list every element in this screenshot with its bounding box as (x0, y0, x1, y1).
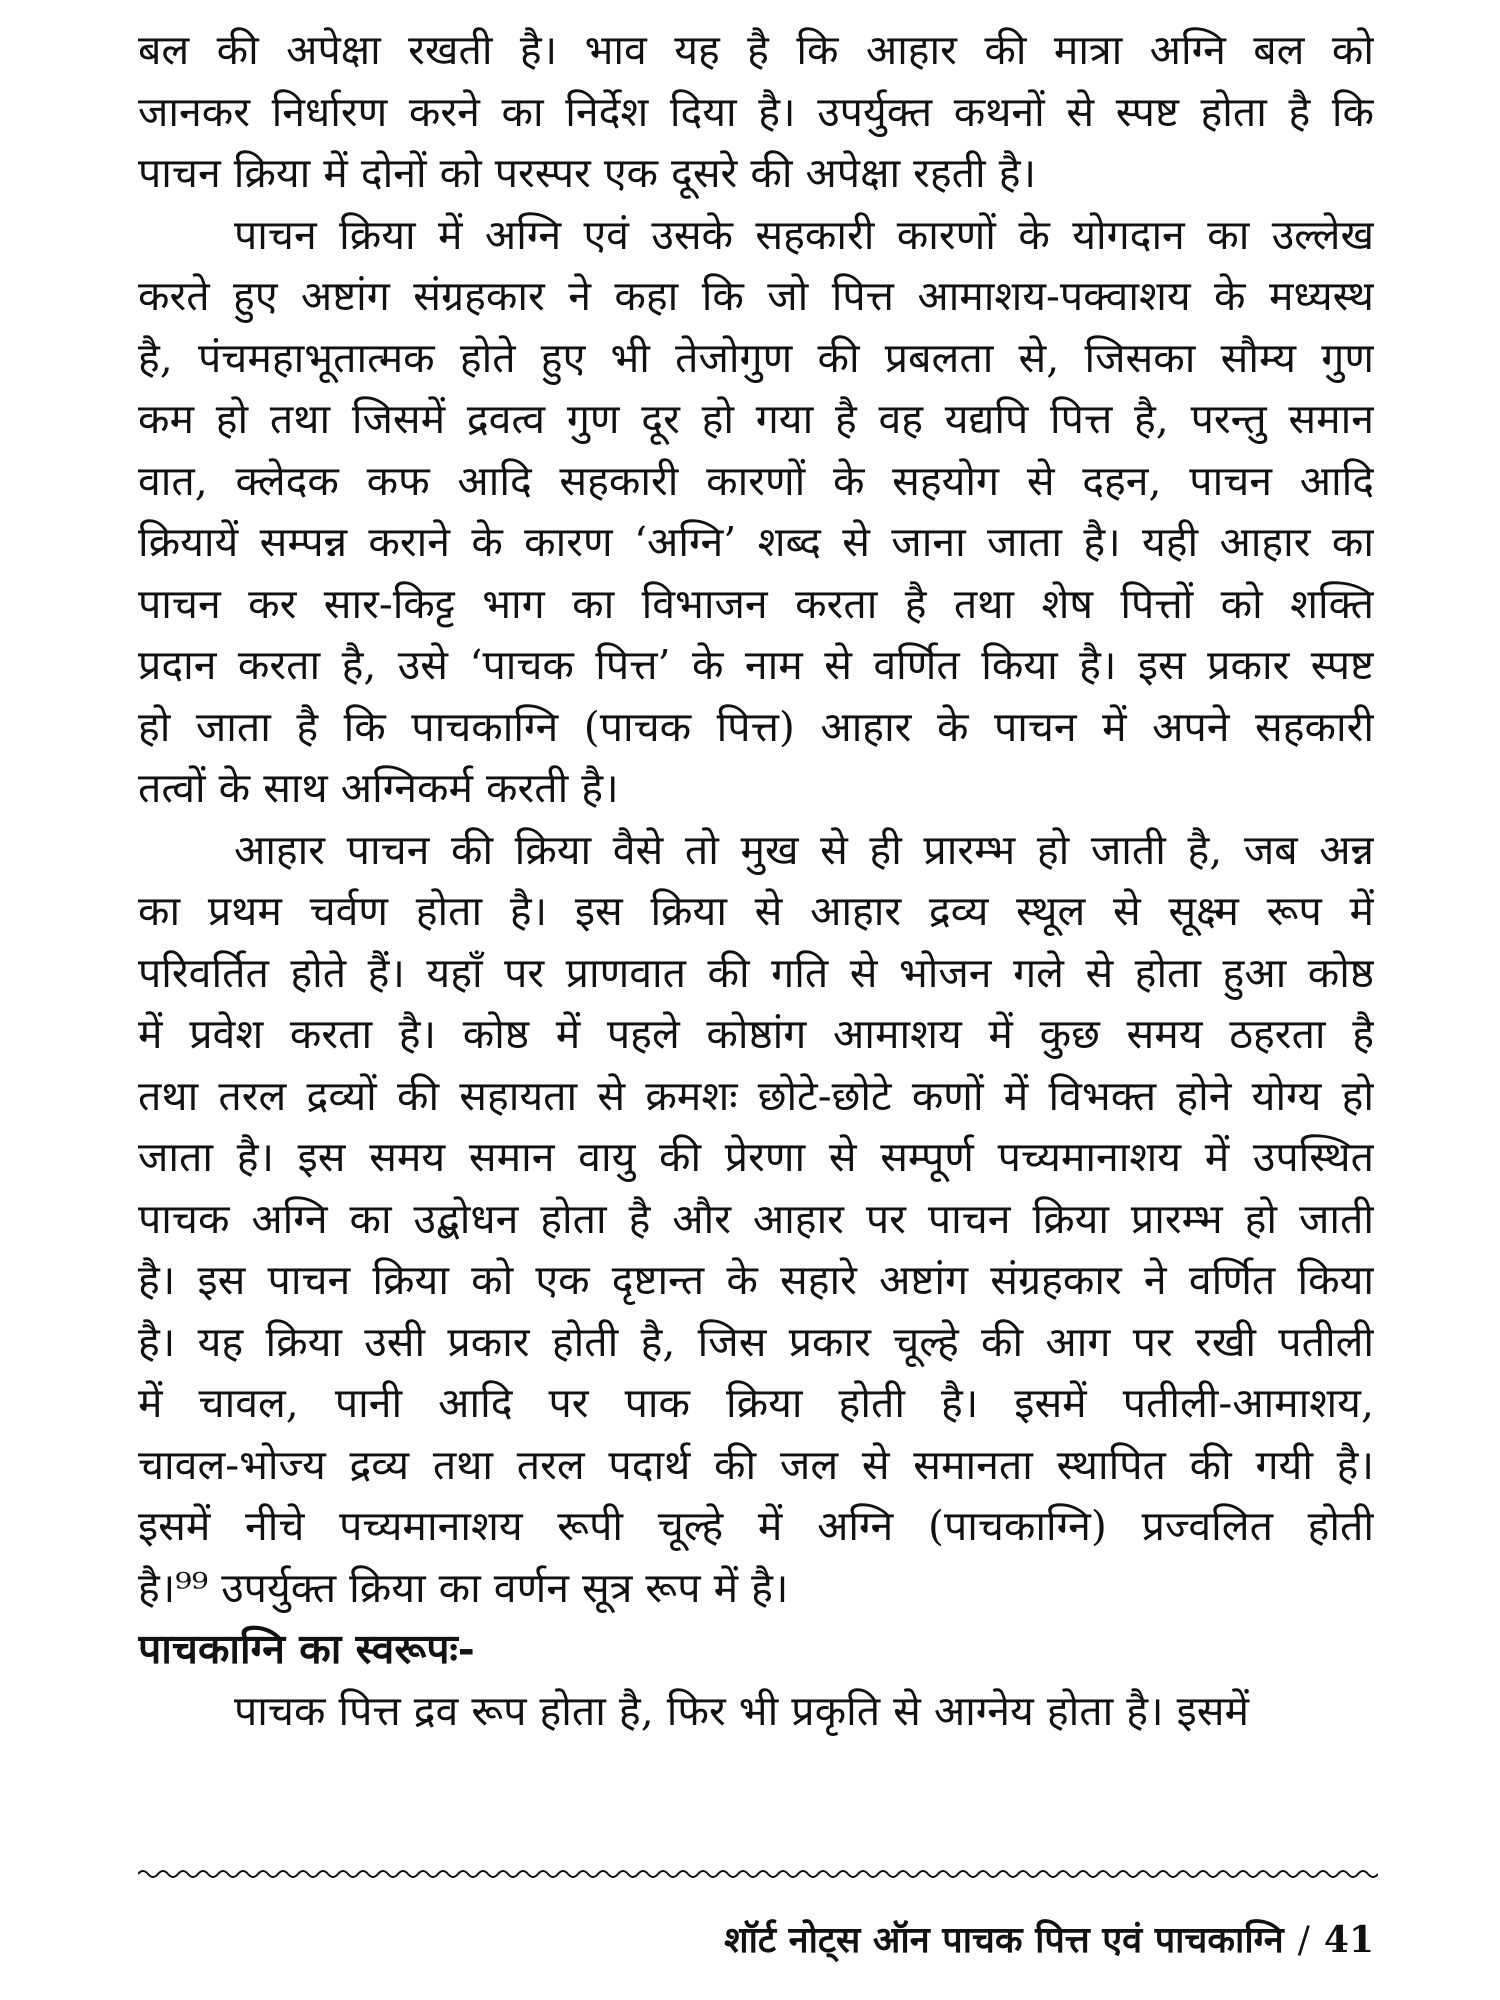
text-line: पाचक अग्नि का उद्बोधन होता है और आहार पर पाचन क्रिया प्रारम्भ हो जाती (138, 1194, 1374, 1243)
text-line: है।⁹⁹ उपर्युक्त क्रिया का वर्णन सूत्र रूप में है। (138, 1563, 789, 1612)
text-line: प्रदान करता है, उसे ‘पाचक पित्त’ के नाम से वर्णित किया है। इस प्रकार स्पष्ट (138, 641, 1374, 689)
text-line: हो जाता है कि पाचकाग्नि (पाचक पित्त) आहार के पाचन में अपने सहकारी (138, 702, 1374, 751)
text-line: पाचन क्रिया में दोनों को परस्पर एक दूसरे की अपेक्षा रहती है। (138, 149, 1037, 197)
text-line: है, पंचमहाभूतात्मक होते हुए भी तेजोगुण की प्रबलता से, जिसका सौम्य गुण (138, 333, 1374, 382)
text-line: वात, क्लेदक कफ आदि सहकारी कारणों के सहयोग से दहन, पाचन आदि (138, 456, 1374, 505)
wavy-divider (138, 1866, 1378, 1882)
text-line: बल की अपेक्षा रखती है। भाव यह है कि आहार की मात्रा अग्नि बल को (138, 26, 1374, 74)
text-line: जानकर निर्धारण करने का निर्देश दिया है। उपर्युक्त कथनों से स्पष्ट होता है कि (138, 87, 1374, 136)
page-body (138, 20, 1374, 1742)
page-number: 41 (1323, 1919, 1374, 1961)
text-line: जाता है। इस समय समान वायु की प्रेरणा से सम्पूर्ण पच्यमानाशय में उपस्थित (138, 1133, 1374, 1181)
text-line: का प्रथम चर्वण होता है। इस क्रिया से आहार द्रव्य स्थूल से सूक्ष्म रूप में (138, 887, 1374, 935)
text-line: आहार पाचन की क्रिया वैसे तो मुख से ही प्रारम्भ हो जाती है, जब अन्न (234, 825, 1374, 874)
section-heading: पाचकाग्नि का स्वरूपः- (138, 1625, 475, 1673)
footer-separator: / (1297, 1920, 1310, 1961)
text-line: में चावल, पानी आदि पर पाक क्रिया होती है। इसमें पतीली-आमाशय, (138, 1379, 1374, 1427)
text-line: तथा तरल द्रव्यों की सहायता से क्रमशः छोटे-छोटे कणों में विभक्त होने योग्य हो (138, 1071, 1374, 1120)
text-line: क्रियायें सम्पन्न कराने के कारण ‘अग्नि’ शब्द से जाना जाता है। यही आहार का (138, 518, 1374, 566)
footer-title: शॉर्ट नोट्स ऑन पाचक पित्त एवं पाचकाग्नि (724, 1919, 1284, 1961)
text-line: कम हो तथा जिसमें द्रवत्व गुण दूर हो गया है वह यद्यपि पित्त है, परन्तु समान (138, 395, 1374, 443)
text-line: तत्वों के साथ अग्निकर्म करती है। (138, 764, 619, 812)
text-line: में प्रवेश करता है। कोष्ठ में पहले कोष्ठांग आमाशय में कुछ समय ठहरता है (138, 1010, 1374, 1058)
text-line: करते हुए अष्टांग संग्रहकार ने कहा कि जो पित्त आमाशय-पक्वाशय के मध्यस्थ (138, 272, 1374, 320)
text-line: परिवर्तित होते हैं। यहाँ पर प्राणवात की गति से भोजन गले से होता हुआ कोष्ठ (138, 948, 1374, 997)
text-line: है। इस पाचन क्रिया को एक दृष्टान्त के सहारे अष्टांग संग्रहकार ने वर्णित किया (138, 1256, 1374, 1304)
text-line: पाचक पित्त द्रव रूप होता है, फिर भी प्रकृति से आग्नेय होता है। इसमें (234, 1686, 1249, 1735)
text-line: पाचन क्रिया में अग्नि एवं उसके सहकारी कारणों के योगदान का उल्लेख (234, 210, 1374, 259)
text-line: चावल-भोज्य द्रव्य तथा तरल पदार्थ की जल से समानता स्थापित की गयी है। (138, 1440, 1374, 1489)
text-line: है। यह क्रिया उसी प्रकार होती है, जिस प्रकार चूल्हे की आग पर रखी पतीली (138, 1317, 1374, 1366)
page-footer (724, 1914, 1374, 1963)
text-line: पाचन कर सार-किट्ट भाग का विभाजन करता है तथा शेष पित्तों को शक्ति (138, 579, 1374, 628)
text-line: इसमें नीचे पच्यमानाशय रूपी चूल्हे में अग्नि (पाचकाग्नि) प्रज्वलित होती (138, 1502, 1374, 1550)
